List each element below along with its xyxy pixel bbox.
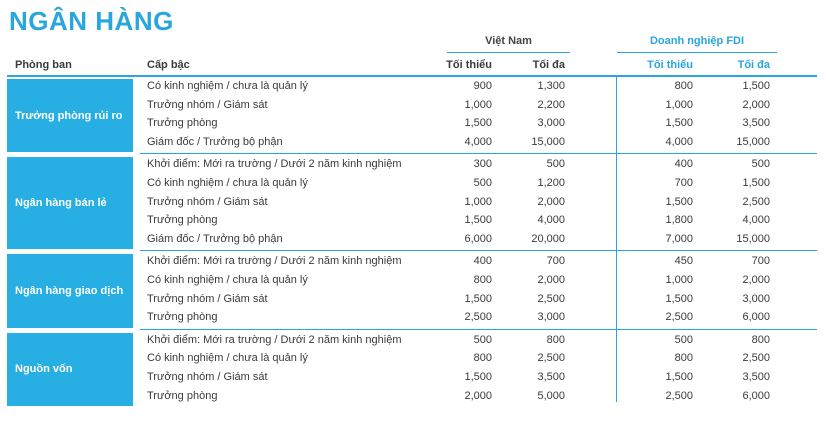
level-cell: Có kinh nghiệm / chưa là quản lý <box>147 274 308 286</box>
fdi-min-column-header: Tối thiểu <box>647 59 693 71</box>
level-cell: Khởi điểm: Mới ra trường / Dưới 2 năm kinh nghiệm <box>147 255 402 268</box>
table-row <box>0 369 826 387</box>
fdi-min-cell: 500 <box>674 333 693 346</box>
fdi-max-cell: 3,000 <box>742 292 770 305</box>
fdi-min-cell: 2,500 <box>665 389 693 402</box>
vn-min-cell: 800 <box>473 352 492 365</box>
fdi-max-cell: 6,000 <box>742 389 770 402</box>
fdi-min-cell: 1,500 <box>665 117 693 130</box>
fdi-group-underline <box>617 52 777 53</box>
fdi-max-cell: 6,000 <box>742 311 770 324</box>
department-label: Ngân hàng bán lẻ <box>7 157 133 249</box>
table-row <box>0 350 826 368</box>
vn-max-cell: 4,000 <box>537 214 565 227</box>
level-cell: Trưởng nhóm / Giám sát <box>147 195 268 208</box>
fdi-max-cell: 3,500 <box>742 117 770 130</box>
table-row <box>0 97 826 115</box>
table-row <box>0 291 826 309</box>
vn-max-cell: 700 <box>546 255 565 268</box>
vn-min-cell: 500 <box>473 333 492 346</box>
fdi-max-cell: 2,500 <box>742 352 770 365</box>
vn-max-cell: 2,000 <box>537 195 565 208</box>
level-cell: Khởi điểm: Mới ra trường / Dưới 2 năm kinh nghiệm <box>147 158 402 171</box>
fdi-max-cell: 2,000 <box>742 98 770 111</box>
vn-min-cell: 2,000 <box>464 389 492 402</box>
vn-min-cell: 1,500 <box>464 292 492 305</box>
fdi-max-cell: 15,000 <box>736 135 770 148</box>
vn-max-cell: 1,300 <box>537 80 565 92</box>
vn-max-cell: 500 <box>546 158 565 171</box>
level-cell: Trưởng nhóm / Giám sát <box>147 98 268 111</box>
vn-min-cell: 300 <box>473 158 492 171</box>
vietnam-group-underline <box>447 52 570 53</box>
vn-min-cell: 900 <box>473 80 492 92</box>
department-label: Trưởng phòng rủi ro <box>7 79 133 152</box>
vn-min-cell: 800 <box>473 274 492 286</box>
fdi-max-column-header: Tối đa <box>737 59 770 71</box>
level-cell: Có kinh nghiệm / chưa là quản lý <box>147 352 308 365</box>
vn-max-cell: 15,000 <box>531 135 565 148</box>
table-row <box>0 388 826 406</box>
fdi-min-cell: 1,800 <box>665 214 693 227</box>
vn-max-cell: 2,500 <box>537 292 565 305</box>
vn-max-column-header: Tối đa <box>532 59 565 71</box>
fdi-max-cell: 2,000 <box>742 274 770 286</box>
vn-max-cell: 5,000 <box>537 389 565 402</box>
fdi-max-cell: 500 <box>751 158 770 171</box>
page-title: NGÂN HÀNG <box>9 6 174 36</box>
vn-max-cell: 800 <box>546 333 565 346</box>
vn-min-cell: 500 <box>473 177 492 189</box>
fdi-min-cell: 800 <box>674 80 693 92</box>
table-row <box>0 272 826 290</box>
table-row <box>0 309 826 327</box>
fdi-min-cell: 1,500 <box>665 371 693 383</box>
group-divider <box>140 250 817 251</box>
vn-min-cell: 1,500 <box>464 117 492 130</box>
level-cell: Có kinh nghiệm / chưa là quản lý <box>147 80 308 92</box>
fdi-min-cell: 1,000 <box>665 274 693 286</box>
fdi-max-cell: 3,500 <box>742 371 770 383</box>
level-cell: Trưởng phòng <box>147 311 218 324</box>
vn-min-cell: 1,000 <box>464 98 492 111</box>
fdi-min-cell: 450 <box>674 255 693 268</box>
vn-max-cell: 2,500 <box>537 352 565 365</box>
department-label: Ngân hàng giao dịch <box>7 254 133 327</box>
level-column-header: Cấp bậc <box>147 59 190 71</box>
vn-min-cell: 1,500 <box>464 371 492 383</box>
department-label: Nguồn vốn <box>7 333 133 406</box>
vietnam-group-header: Việt Nam <box>485 35 532 47</box>
vn-max-cell: 3,000 <box>537 311 565 324</box>
fdi-min-cell: 4,000 <box>665 135 693 148</box>
level-cell: Trưởng phòng <box>147 389 218 402</box>
level-cell: Trưởng phòng <box>147 117 218 130</box>
vn-min-cell: 1,000 <box>464 195 492 208</box>
fdi-max-cell: 700 <box>751 255 770 268</box>
table-row <box>0 134 826 152</box>
table-row <box>0 194 826 212</box>
level-cell: Trưởng nhóm / Giám sát <box>147 292 268 305</box>
table-row <box>0 175 826 193</box>
vn-max-cell: 3,000 <box>537 117 565 130</box>
level-cell: Trưởng phòng <box>147 214 218 227</box>
fdi-min-cell: 1,500 <box>665 195 693 208</box>
fdi-max-cell: 1,500 <box>742 80 770 92</box>
table-row <box>0 212 826 230</box>
fdi-max-cell: 800 <box>751 333 770 346</box>
fdi-group-header: Doanh nghiệp FDI <box>649 35 745 47</box>
group-divider <box>140 329 817 330</box>
level-cell: Giám đốc / Trưởng bộ phận <box>147 232 283 245</box>
vn-min-cell: 2,500 <box>464 311 492 324</box>
vn-min-cell: 6,000 <box>464 232 492 245</box>
vn-max-cell: 1,200 <box>537 177 565 189</box>
fdi-min-cell: 400 <box>674 158 693 171</box>
table-row <box>0 231 826 249</box>
fdi-max-cell: 1,500 <box>742 177 770 189</box>
vn-max-cell: 2,200 <box>537 98 565 111</box>
group-divider <box>140 153 817 154</box>
table-row <box>0 156 826 174</box>
fdi-min-cell: 7,000 <box>665 232 693 245</box>
vn-max-cell: 2,000 <box>537 274 565 286</box>
table-row <box>0 115 826 133</box>
level-cell: Khởi điểm: Mới ra trường / Dưới 2 năm kinh nghiệm <box>147 333 402 346</box>
fdi-min-cell: 800 <box>674 352 693 365</box>
vn-max-cell: 20,000 <box>531 232 565 245</box>
level-cell: Có kinh nghiệm / chưa là quản lý <box>147 177 308 189</box>
table-row <box>0 253 826 271</box>
vn-max-cell: 3,500 <box>537 371 565 383</box>
fdi-min-cell: 700 <box>674 177 693 189</box>
fdi-min-cell: 1,500 <box>665 292 693 305</box>
vn-min-cell: 4,000 <box>464 135 492 148</box>
fdi-min-cell: 2,500 <box>665 311 693 324</box>
level-cell: Trưởng nhóm / Giám sát <box>147 371 268 383</box>
fdi-max-cell: 15,000 <box>736 232 770 245</box>
header-divider <box>7 75 817 77</box>
vn-min-column-header: Tối thiểu <box>446 59 492 71</box>
fdi-min-cell: 1,000 <box>665 98 693 111</box>
table-row <box>0 78 826 96</box>
department-column-header: Phòng ban <box>15 59 72 71</box>
fdi-max-cell: 4,000 <box>742 214 770 227</box>
vn-min-cell: 400 <box>473 255 492 268</box>
vn-min-cell: 1,500 <box>464 214 492 227</box>
table-row <box>0 332 826 350</box>
fdi-max-cell: 2,500 <box>742 195 770 208</box>
level-cell: Giám đốc / Trưởng bộ phận <box>147 135 283 148</box>
